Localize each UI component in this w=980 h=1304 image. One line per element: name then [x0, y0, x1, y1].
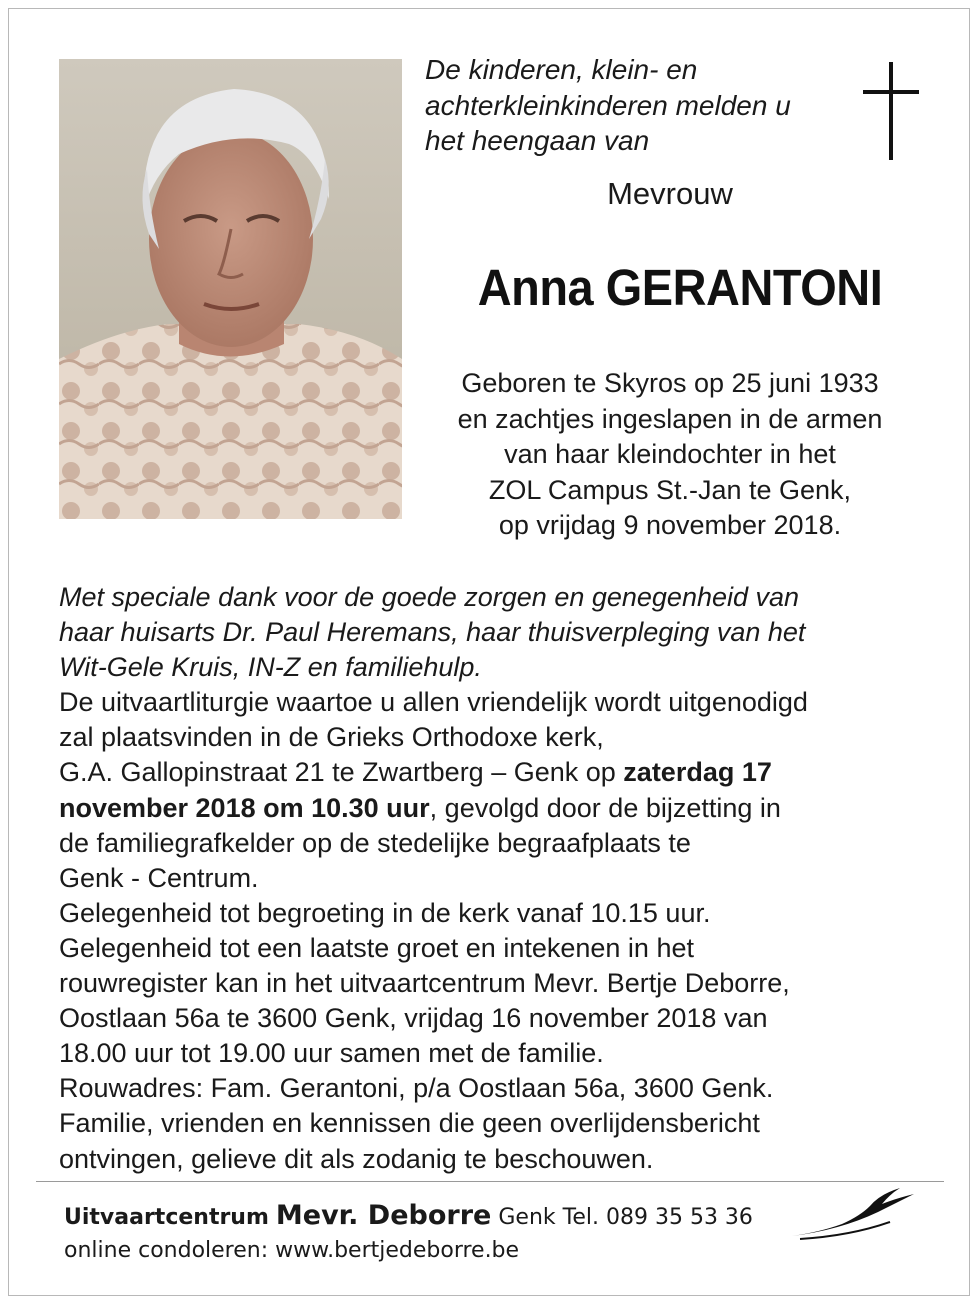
liturgy-line: De uitvaartliturgie waartoe u allen vriendelijk wordt uitgenodigd [59, 687, 808, 718]
info-line: Oostlaan 56a te 3600 Genk, vrijdag 16 november 2018 van [59, 1003, 768, 1034]
online-condolence-link[interactable]: online condoleren: www.bertjedeborre.be [64, 1238, 520, 1263]
liturgy-continuation: , gevolgd door de bijzetting in [429, 792, 781, 823]
info-line: rouwregister kan in het uitvaartcentrum Mevr. Bertje Deborre, [59, 968, 790, 999]
birth-death-details [420, 366, 920, 544]
birth-line: en zachtjes ingeslapen in de armen [457, 403, 883, 434]
info-line: Familie, vrienden en kennissen die geen overlijdensbericht [59, 1108, 760, 1139]
notice-body [59, 580, 929, 1177]
funeral-home-line [64, 1200, 753, 1231]
funeral-home-phone: Tel. 089 35 53 36 [562, 1205, 753, 1230]
honorific: Mevrouw [607, 176, 733, 211]
liturgy-line [59, 791, 929, 826]
liturgy-address: G.A. Gallopinstraat 21 te Zwartberg – Genk op [59, 757, 624, 788]
info-line: 18.00 uur tot 19.00 uur samen met de familie. [59, 1038, 604, 1069]
thanks-line: Met speciale dank voor de goede zorgen en genegenheid van [59, 582, 800, 612]
liturgy-date: zaterdag 17 [623, 757, 772, 788]
birth-line: ZOL Campus St.-Jan te Genk, [488, 474, 852, 505]
info-line: Rouwadres: Fam. Gerantoni, p/a Oostlaan 56a, 3600 Genk. [59, 1073, 774, 1104]
intro-line: achterkleinkinderen melden u [425, 89, 791, 121]
info-line: Gelegenheid tot een laatste groet en intekenen in het [59, 932, 694, 963]
footer-divider [36, 1181, 944, 1182]
birth-line: op vrijdag 9 november 2018. [498, 510, 842, 540]
funeral-home-name: Mevr. Deborre [275, 1200, 492, 1231]
liturgy-line: zal plaatsvinden in de Grieks Orthodoxe kerk, [59, 722, 604, 753]
portrait-photo [59, 59, 402, 519]
birth-line: van haar kleindochter in het [504, 439, 836, 469]
intro-announcement [425, 52, 855, 159]
funeral-home-city: Genk [498, 1205, 556, 1230]
liturgy-date-time: november 2018 om 10.30 uur [59, 792, 430, 823]
info-line: ontvingen, gelieve dit als zodanig te beschouwen. [59, 1143, 654, 1174]
liturgy-line: Genk - Centrum. [59, 862, 259, 893]
funeral-home-label: Uitvaartcentrum [64, 1205, 269, 1230]
cross-icon [863, 62, 919, 160]
thanks-line: haar huisarts Dr. Paul Heremans, haar thuisverpleging van het [59, 617, 806, 648]
intro-line: het heengaan van [425, 125, 650, 156]
deceased-name: Anna GERANTONI [477, 259, 883, 316]
liturgy-line [59, 755, 929, 790]
bird-logo-icon [790, 1186, 920, 1241]
birth-line: Geboren te Skyros op 25 juni 1933 [461, 368, 879, 398]
liturgy-line: de familiegrafkelder op de stedelijke begraafplaats te [59, 827, 691, 858]
info-line: Gelegenheid tot begroeting in de kerk vanaf 10.15 uur. [59, 897, 711, 928]
intro-line: De kinderen, klein- en [425, 54, 698, 85]
thanks-line: Wit-Gele Kruis, IN-Z en familiehulp. [59, 652, 482, 683]
